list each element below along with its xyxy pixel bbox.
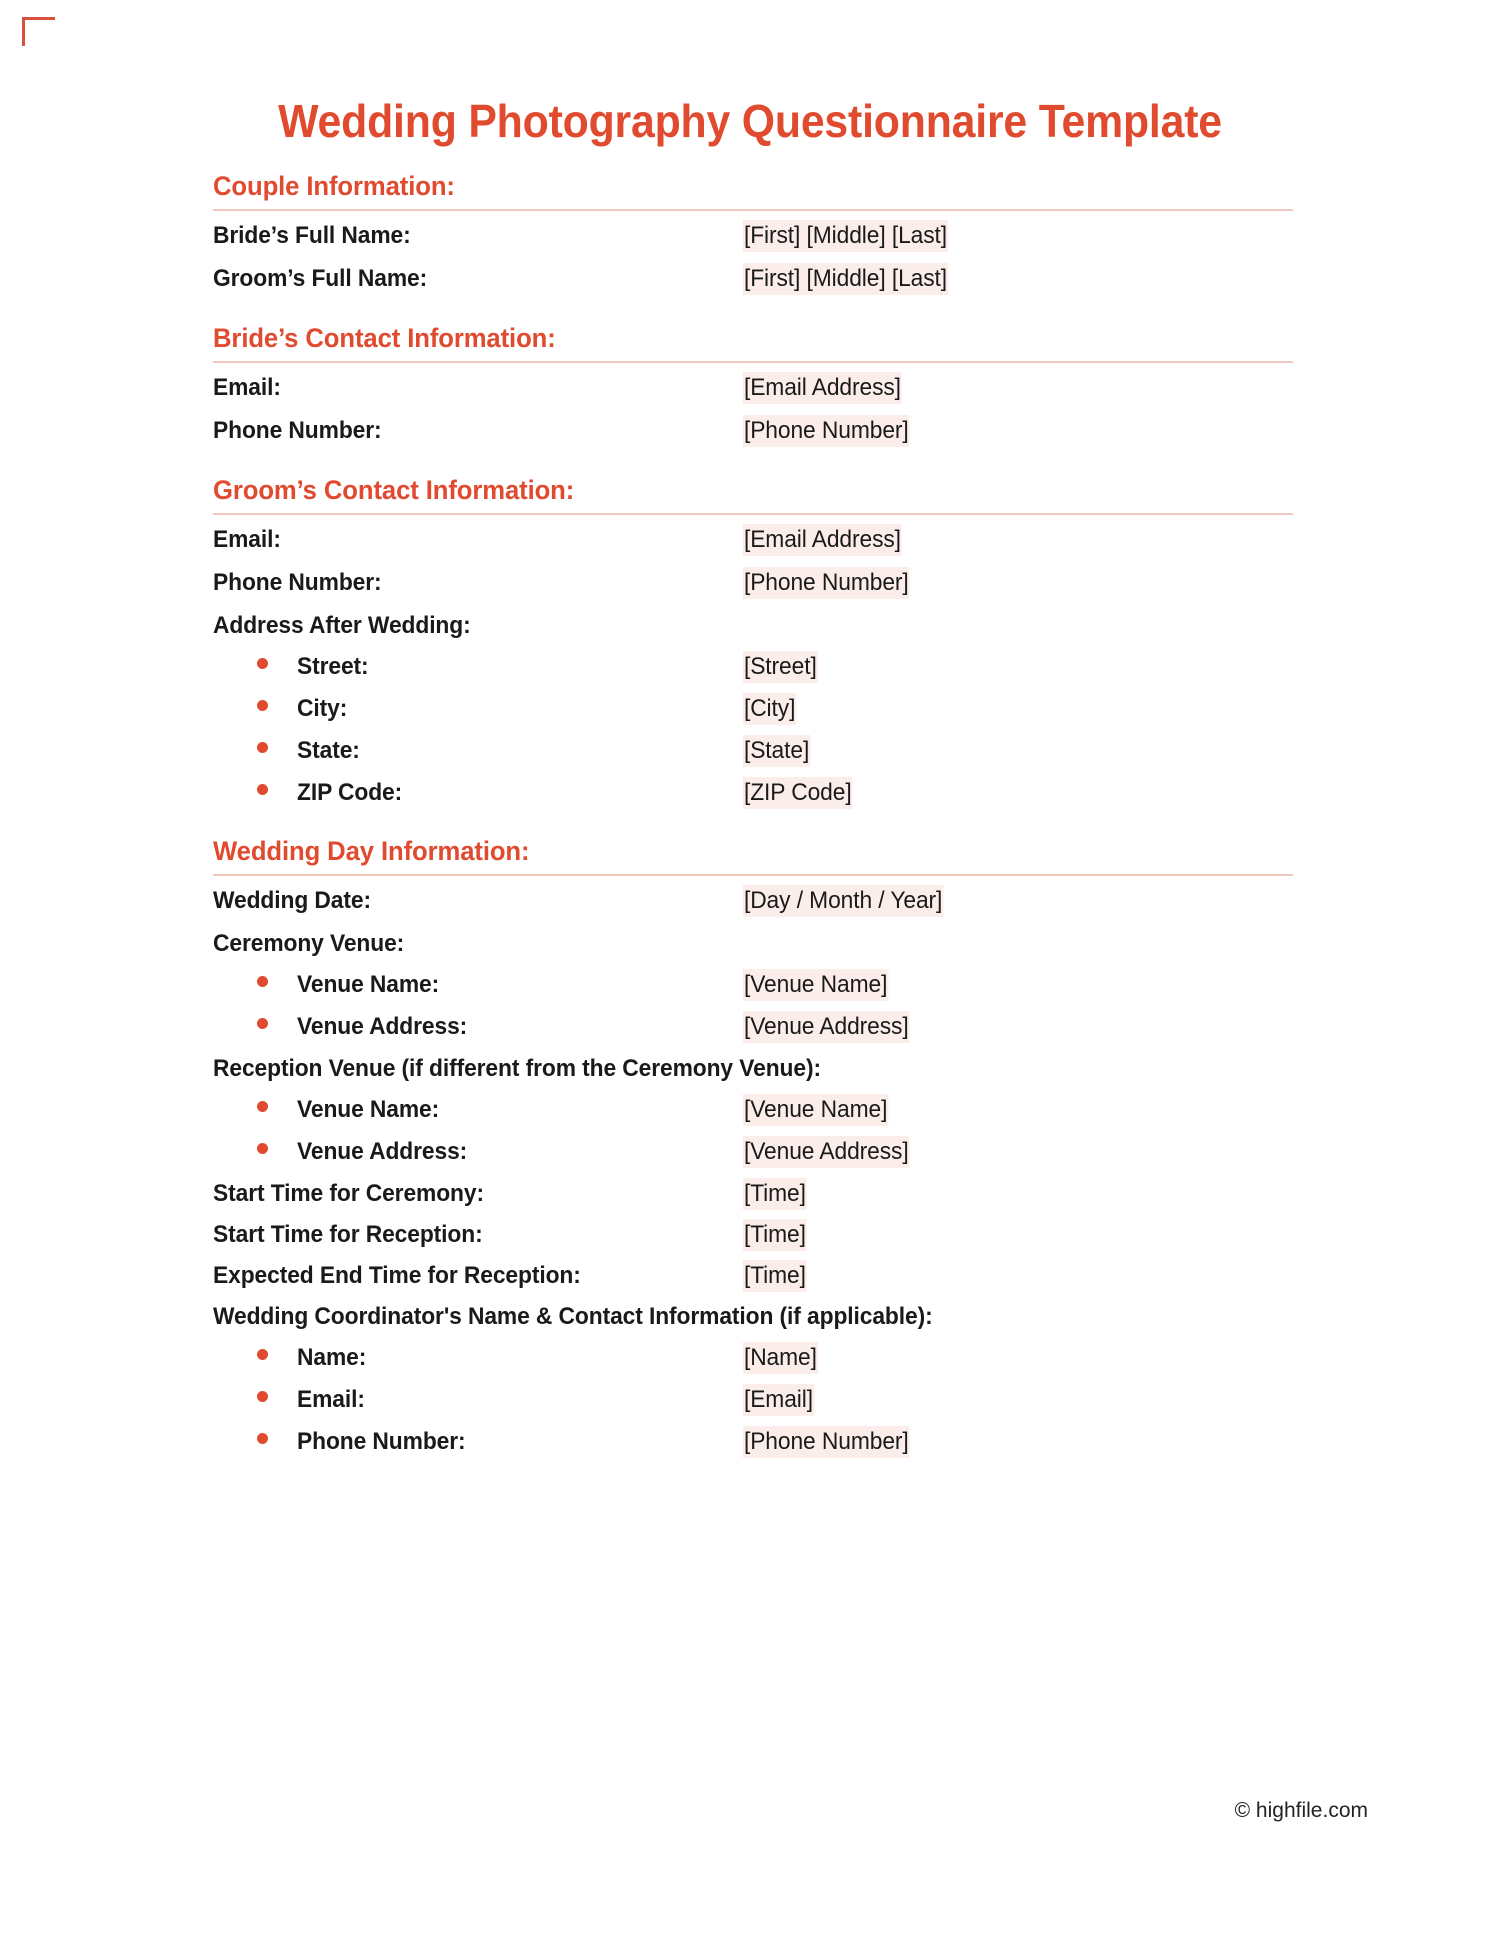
bullet-icon: [257, 700, 268, 711]
field-value[interactable]: [743, 526, 902, 554]
group-heading-wedding-coordinator: Wedding Coordinator's Name & Contact Information (if applicable):: [213, 1302, 933, 1330]
field-row-groom-full-name: [213, 265, 1293, 295]
field-row-bride-phone: [213, 417, 1293, 447]
field-label: Expected End Time for Reception:: [213, 1261, 581, 1289]
bullet-item-reception-venue-address: [213, 1138, 1293, 1166]
group-heading-address-after-wedding: Address After Wedding:: [213, 611, 471, 639]
field-value[interactable]: [743, 1138, 910, 1166]
field-label: Phone Number:: [297, 1427, 466, 1455]
bullet-item-coordinator-name: [213, 1344, 1293, 1372]
field-value[interactable]: [743, 265, 948, 293]
field-label: Street:: [297, 652, 369, 680]
group-heading-ceremony-venue: Ceremony Venue:: [213, 929, 405, 957]
field-value[interactable]: [743, 887, 943, 915]
spacer: [213, 460, 1293, 475]
value-text: [Day / Month / Year]: [743, 885, 943, 917]
bullet-icon: [257, 784, 268, 795]
bullet-item-ceremony-venue-name: [213, 971, 1293, 999]
section-heading: Couple Information:: [213, 170, 455, 201]
field-label: Email:: [297, 1385, 365, 1413]
field-label: Email:: [213, 525, 281, 553]
field-value[interactable]: [743, 1013, 910, 1041]
field-value[interactable]: [743, 1096, 888, 1124]
field-label: Venue Address:: [297, 1012, 468, 1040]
section-divider: [213, 874, 1293, 876]
bullet-item-city: [213, 695, 1293, 723]
field-value[interactable]: [743, 374, 902, 402]
value-text: [Venue Name]: [743, 969, 888, 1001]
field-value[interactable]: [743, 737, 810, 765]
field-value[interactable]: [743, 653, 818, 681]
field-row-start-time-reception: [213, 1221, 1293, 1251]
section-wedding-day-information: [213, 836, 1293, 1456]
bullet-icon: [257, 1433, 268, 1444]
field-value[interactable]: [743, 569, 910, 597]
bullet-icon: [257, 1349, 268, 1360]
bullet-item-state: [213, 737, 1293, 765]
bullet-item-zip-code: [213, 779, 1293, 807]
value-text: [Venue Name]: [743, 1094, 888, 1126]
field-value[interactable]: [743, 1262, 807, 1290]
field-label: Start Time for Reception:: [213, 1220, 483, 1248]
spacer: [213, 821, 1293, 836]
field-label: Bride’s Full Name:: [213, 221, 411, 249]
footer-copyright: © highfile.com: [1234, 1799, 1368, 1822]
field-label: Email:: [213, 373, 281, 401]
field-row-bride-full-name: [213, 222, 1293, 252]
value-text: [First] [Middle] [Last]: [743, 263, 948, 295]
field-value[interactable]: [743, 1428, 910, 1456]
bullet-item-coordinator-email: [213, 1386, 1293, 1414]
field-label: Start Time for Ceremony:: [213, 1179, 484, 1207]
bullet-item-ceremony-venue-address: [213, 1013, 1293, 1041]
value-text: [Email Address]: [743, 524, 902, 556]
value-text: [ZIP Code]: [743, 777, 853, 809]
field-label: Phone Number:: [213, 568, 382, 596]
field-label: City:: [297, 694, 348, 722]
field-label: ZIP Code:: [297, 778, 403, 806]
field-value[interactable]: [743, 417, 910, 445]
field-value[interactable]: [743, 222, 948, 250]
bullet-icon: [257, 1018, 268, 1029]
bullet-item-street: [213, 653, 1293, 681]
field-label: Phone Number:: [213, 416, 382, 444]
bullet-icon: [257, 742, 268, 753]
value-text: [Time]: [743, 1219, 807, 1251]
section-heading: Groom’s Contact Information:: [213, 474, 575, 505]
field-label: Venue Name:: [297, 1095, 440, 1123]
value-text: [Email]: [743, 1384, 814, 1416]
bullet-icon: [257, 1101, 268, 1112]
section-heading: Wedding Day Information:: [213, 835, 530, 866]
field-row-groom-email: [213, 526, 1293, 556]
bullet-icon: [257, 658, 268, 669]
spacer: [213, 147, 1293, 171]
value-text: [Street]: [743, 651, 818, 683]
section-bride-contact-information: [213, 323, 1293, 447]
field-row-bride-email: [213, 374, 1293, 404]
field-value[interactable]: [743, 1180, 807, 1208]
field-value[interactable]: [743, 695, 796, 723]
value-text: [Venue Address]: [743, 1136, 910, 1168]
field-label: Name:: [297, 1343, 367, 1371]
value-text: [Phone Number]: [743, 567, 910, 599]
section-divider: [213, 209, 1293, 211]
value-text: [Time]: [743, 1260, 807, 1292]
field-label: Venue Address:: [297, 1137, 468, 1165]
value-text: [Phone Number]: [743, 415, 910, 447]
page-title: Wedding Photography Questionnaire Template: [278, 95, 1222, 147]
group-heading-reception-venue: Reception Venue (if different from the Ceremony Venue):: [213, 1054, 821, 1082]
field-value[interactable]: [743, 1386, 814, 1414]
value-text: [State]: [743, 735, 810, 767]
section-divider: [213, 361, 1293, 363]
field-value[interactable]: [743, 1221, 807, 1249]
section-divider: [213, 513, 1293, 515]
document-body: [105, 147, 1395, 1456]
value-text: [Email Address]: [743, 372, 902, 404]
field-value[interactable]: [743, 1344, 818, 1372]
field-label: State:: [297, 736, 360, 764]
field-label: Venue Name:: [297, 970, 440, 998]
field-label: Groom’s Full Name:: [213, 264, 428, 292]
value-text: [Venue Address]: [743, 1011, 910, 1043]
value-text: [First] [Middle] [Last]: [743, 220, 948, 252]
bullet-item-reception-venue-name: [213, 1096, 1293, 1124]
section-groom-contact-information: [213, 475, 1293, 807]
field-row-wedding-date: [213, 887, 1293, 917]
field-row-expected-end-time-reception: [213, 1262, 1293, 1292]
value-text: [City]: [743, 693, 796, 725]
field-label: Wedding Date:: [213, 886, 371, 914]
field-value[interactable]: [743, 971, 888, 999]
value-text: [Phone Number]: [743, 1426, 910, 1458]
bullet-icon: [257, 1143, 268, 1154]
field-row-start-time-ceremony: [213, 1180, 1293, 1210]
value-text: [Time]: [743, 1178, 807, 1210]
field-row-groom-phone: [213, 569, 1293, 599]
spacer: [213, 308, 1293, 323]
field-value[interactable]: [743, 779, 853, 807]
value-text: [Name]: [743, 1342, 818, 1374]
section-couple-information: [213, 171, 1293, 295]
bullet-icon: [257, 1391, 268, 1402]
section-heading: Bride’s Contact Information:: [213, 322, 556, 353]
bullet-item-coordinator-phone: [213, 1428, 1293, 1456]
bullet-icon: [257, 976, 268, 987]
